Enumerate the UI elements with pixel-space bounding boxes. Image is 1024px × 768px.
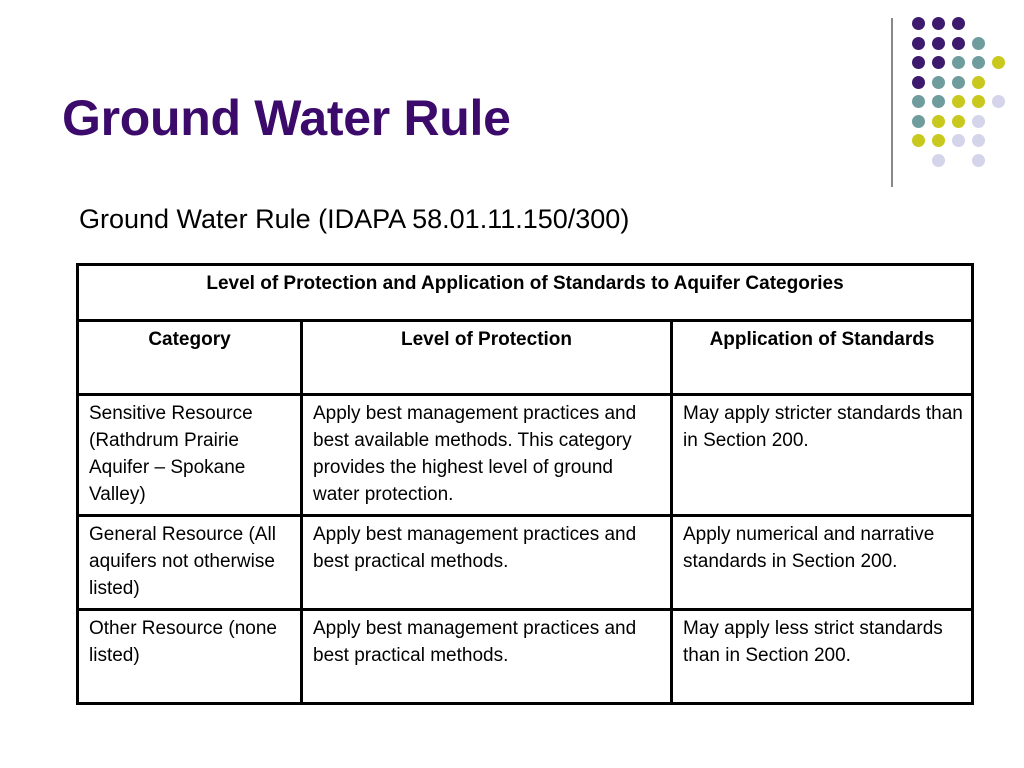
table-caption-row: [78, 265, 973, 321]
table-row: [78, 395, 973, 516]
dot-teal: [932, 95, 945, 108]
dot-purple: [932, 56, 945, 69]
dot-lavender: [992, 95, 1005, 108]
dot-olive: [912, 134, 925, 147]
dot-purple: [932, 37, 945, 50]
dot-olive: [952, 115, 965, 128]
dot-purple: [952, 37, 965, 50]
dot-teal: [972, 56, 985, 69]
table-caption: Level of Protection and Application of Standards to Aquifer Categories: [78, 265, 973, 321]
dot-lavender: [952, 134, 965, 147]
dot-olive: [932, 134, 945, 147]
table-row: [78, 610, 973, 704]
protection-cell: Apply best management practices and best practical methods.: [302, 516, 672, 610]
dot-olive: [952, 95, 965, 108]
standards-cell: Apply numerical and narrative standards in Section 200.: [672, 516, 973, 610]
table-row: [78, 516, 973, 610]
dot-teal: [952, 56, 965, 69]
table-header-row: [78, 321, 973, 395]
column-header-category: Category: [78, 321, 302, 395]
dot-lavender: [972, 115, 985, 128]
category-cell: Sensitive Resource (Rathdrum Prairie Aquifer – Spokane Valley): [78, 395, 302, 516]
dot-lavender: [932, 154, 945, 167]
dot-olive: [932, 115, 945, 128]
aquifer-standards-table: [76, 263, 974, 705]
dot-teal: [952, 76, 965, 89]
dot-olive: [992, 56, 1005, 69]
dot-purple: [932, 17, 945, 30]
dot-purple: [912, 37, 925, 50]
dot-olive: [972, 76, 985, 89]
protection-cell: Apply best management practices and best practical methods.: [302, 610, 672, 704]
dot-lavender: [972, 154, 985, 167]
dot-purple: [912, 17, 925, 30]
dot-lavender: [972, 134, 985, 147]
dot-teal: [912, 95, 925, 108]
dot-olive: [972, 95, 985, 108]
category-cell: Other Resource (none listed): [78, 610, 302, 704]
vertical-divider: [891, 18, 893, 187]
dot-purple: [912, 56, 925, 69]
dot-purple: [912, 76, 925, 89]
column-header-level-of-protection: Level of Protection: [302, 321, 672, 395]
slide-title: Ground Water Rule: [62, 90, 511, 146]
dot-teal: [912, 115, 925, 128]
category-cell: General Resource (All aquifers not otherwise listed): [78, 516, 302, 610]
dot-purple: [952, 17, 965, 30]
dot-teal: [932, 76, 945, 89]
standards-cell: May apply less strict standards than in Section 200.: [672, 610, 973, 704]
dot-teal: [972, 37, 985, 50]
column-header-application-of-standards: Application of Standards: [672, 321, 973, 395]
protection-cell: Apply best management practices and best available methods. This category provides the highest level of ground water protection.: [302, 395, 672, 516]
slide-subtitle: Ground Water Rule (IDAPA 58.01.11.150/300): [79, 204, 630, 234]
standards-cell: May apply stricter standards than in Section 200.: [672, 395, 973, 516]
